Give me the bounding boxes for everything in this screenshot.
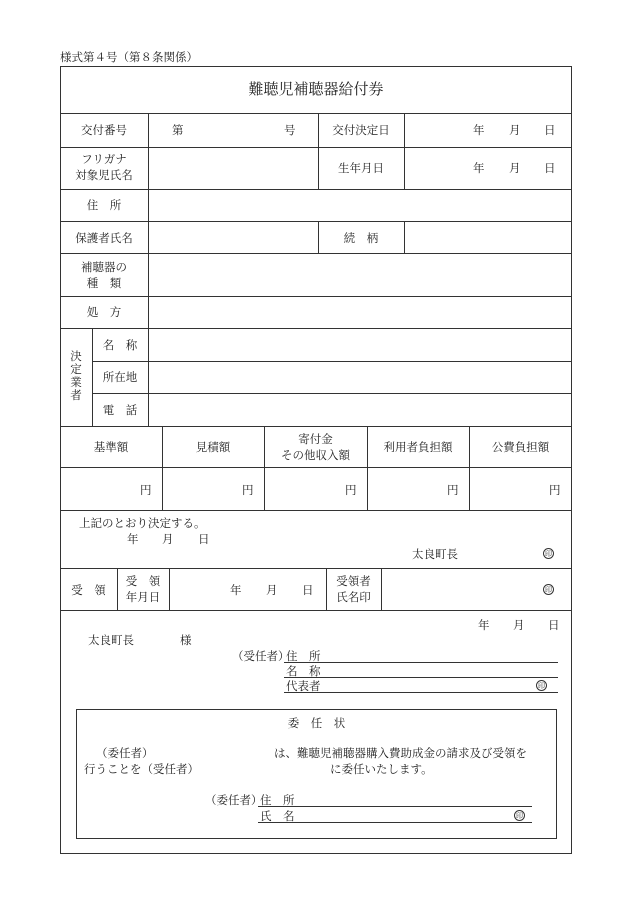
divider xyxy=(60,467,572,468)
receipt-date-label-1: 受 領 xyxy=(125,574,161,588)
user-burden-header: 利用者負担額 xyxy=(383,440,453,454)
column-divider xyxy=(404,113,405,189)
seal-mark: 印 xyxy=(545,586,552,594)
delegate-month: 月 xyxy=(513,618,525,632)
poa-role-label: （委任者） xyxy=(205,793,263,807)
column-divider xyxy=(381,568,382,610)
column-divider xyxy=(148,328,149,426)
delegate-day: 日 xyxy=(548,618,560,632)
seal-mark: 印 xyxy=(545,550,552,558)
issue-number-label: 交付番号 xyxy=(81,123,127,137)
divider xyxy=(60,510,572,511)
receipt-year: 年 xyxy=(230,583,242,597)
column-divider xyxy=(367,426,368,510)
receipt-date-label-2: 年月日 xyxy=(125,590,161,604)
birth-month: 月 xyxy=(509,161,521,175)
poa-line2-text: に委任いたします。 xyxy=(330,762,433,776)
poa-delegator-label: （委任者） xyxy=(96,746,154,760)
receipt-month: 月 xyxy=(266,583,278,597)
power-of-attorney-title: 委 任 状 xyxy=(287,716,346,730)
divider xyxy=(60,113,572,114)
other-income-header: その他収入額 xyxy=(281,448,350,462)
decision-day: 日 xyxy=(198,532,210,546)
divider xyxy=(60,147,572,148)
seal-mark: 印 xyxy=(538,682,545,690)
decision-year: 年 xyxy=(127,532,139,546)
recipient-label-2: 氏名印 xyxy=(336,590,371,604)
yen-unit: 円 xyxy=(140,483,152,497)
seal-mark: 印 xyxy=(516,812,523,820)
issue-number-dai: 第 xyxy=(172,123,184,137)
poa-address-line xyxy=(258,806,532,807)
decision-month: 月 xyxy=(162,532,174,546)
delegate-address-label: 住 所 xyxy=(286,649,321,663)
divider xyxy=(92,361,572,362)
vendor-phone-label: 電 話 xyxy=(102,403,138,417)
divider xyxy=(60,221,572,222)
delegate-role-label: （受任者） xyxy=(232,649,290,663)
address-line xyxy=(284,662,558,663)
decision-day: 日 xyxy=(544,123,556,137)
vendor-location-label: 所在地 xyxy=(102,370,138,384)
yen-unit: 円 xyxy=(447,483,459,497)
poa-name-line xyxy=(258,822,532,823)
poa-line2-label: 行うことを（受任者） xyxy=(84,762,199,776)
name-line xyxy=(284,677,558,678)
child-name-label: 対象児氏名 xyxy=(75,168,133,182)
device-type-label-2: 種 類 xyxy=(86,276,122,290)
form-number-label: 様式第４号（第８条関係） xyxy=(60,50,198,64)
receipt-label: 受 領 xyxy=(71,583,106,597)
column-divider xyxy=(162,426,163,510)
yen-unit: 円 xyxy=(242,483,254,497)
address-label: 住 所 xyxy=(86,198,122,212)
decision-year: 年 xyxy=(473,123,485,137)
decision-text: 上記のとおり決定する。 xyxy=(79,516,206,530)
standard-amount-header: 基準額 xyxy=(93,440,129,454)
decision-date-label: 交付決定日 xyxy=(332,123,390,137)
decision-month: 月 xyxy=(509,123,521,137)
divider xyxy=(60,189,572,190)
divider xyxy=(60,296,572,297)
poa-line1-text: は、難聴児補聴器購入費助成金の請求及び受領を xyxy=(274,746,527,760)
furigana-label: フリガナ xyxy=(81,152,127,166)
divider xyxy=(60,610,572,611)
issue-number-go: 号 xyxy=(284,123,296,137)
device-type-label-1: 補聴器の xyxy=(81,260,127,274)
guardian-name-label: 保護者氏名 xyxy=(75,231,133,245)
yen-unit: 円 xyxy=(345,483,357,497)
yen-unit: 円 xyxy=(549,483,561,497)
column-divider xyxy=(469,426,470,510)
vendor-group-label: 決定業者 xyxy=(70,349,82,402)
column-divider xyxy=(148,113,149,328)
addressee-label: 太良町長 xyxy=(88,633,134,647)
estimate-amount-header: 見積額 xyxy=(195,440,231,454)
delegate-year: 年 xyxy=(478,618,490,632)
recipient-label-1: 受領者 xyxy=(336,574,371,588)
poa-address-label: 住 所 xyxy=(260,793,295,807)
rep-line xyxy=(284,692,558,693)
divider xyxy=(60,568,572,569)
column-divider xyxy=(169,568,170,610)
delegate-name-label: 名 称 xyxy=(286,664,321,678)
divider xyxy=(60,426,572,427)
divider xyxy=(60,253,572,254)
vendor-name-label: 名 称 xyxy=(102,338,138,352)
birth-year: 年 xyxy=(473,161,485,175)
mayor-label: 太良町長 xyxy=(412,547,458,561)
divider xyxy=(60,328,572,329)
relation-label: 続 柄 xyxy=(343,231,379,245)
divider xyxy=(92,393,572,394)
donation-header: 寄付金 xyxy=(298,432,333,446)
birth-date-label: 生年月日 xyxy=(338,161,384,175)
public-burden-header: 公費負担額 xyxy=(491,440,550,454)
poa-name-label: 氏 名 xyxy=(260,809,295,823)
delegate-rep-label: 代表者 xyxy=(286,679,321,693)
receipt-day: 日 xyxy=(302,583,314,597)
column-divider xyxy=(404,221,405,253)
birth-day: 日 xyxy=(544,161,556,175)
prescription-label: 処 方 xyxy=(86,305,122,319)
sama-label: 様 xyxy=(180,633,192,647)
page-title: 難聴児補聴器給付券 xyxy=(248,80,384,98)
